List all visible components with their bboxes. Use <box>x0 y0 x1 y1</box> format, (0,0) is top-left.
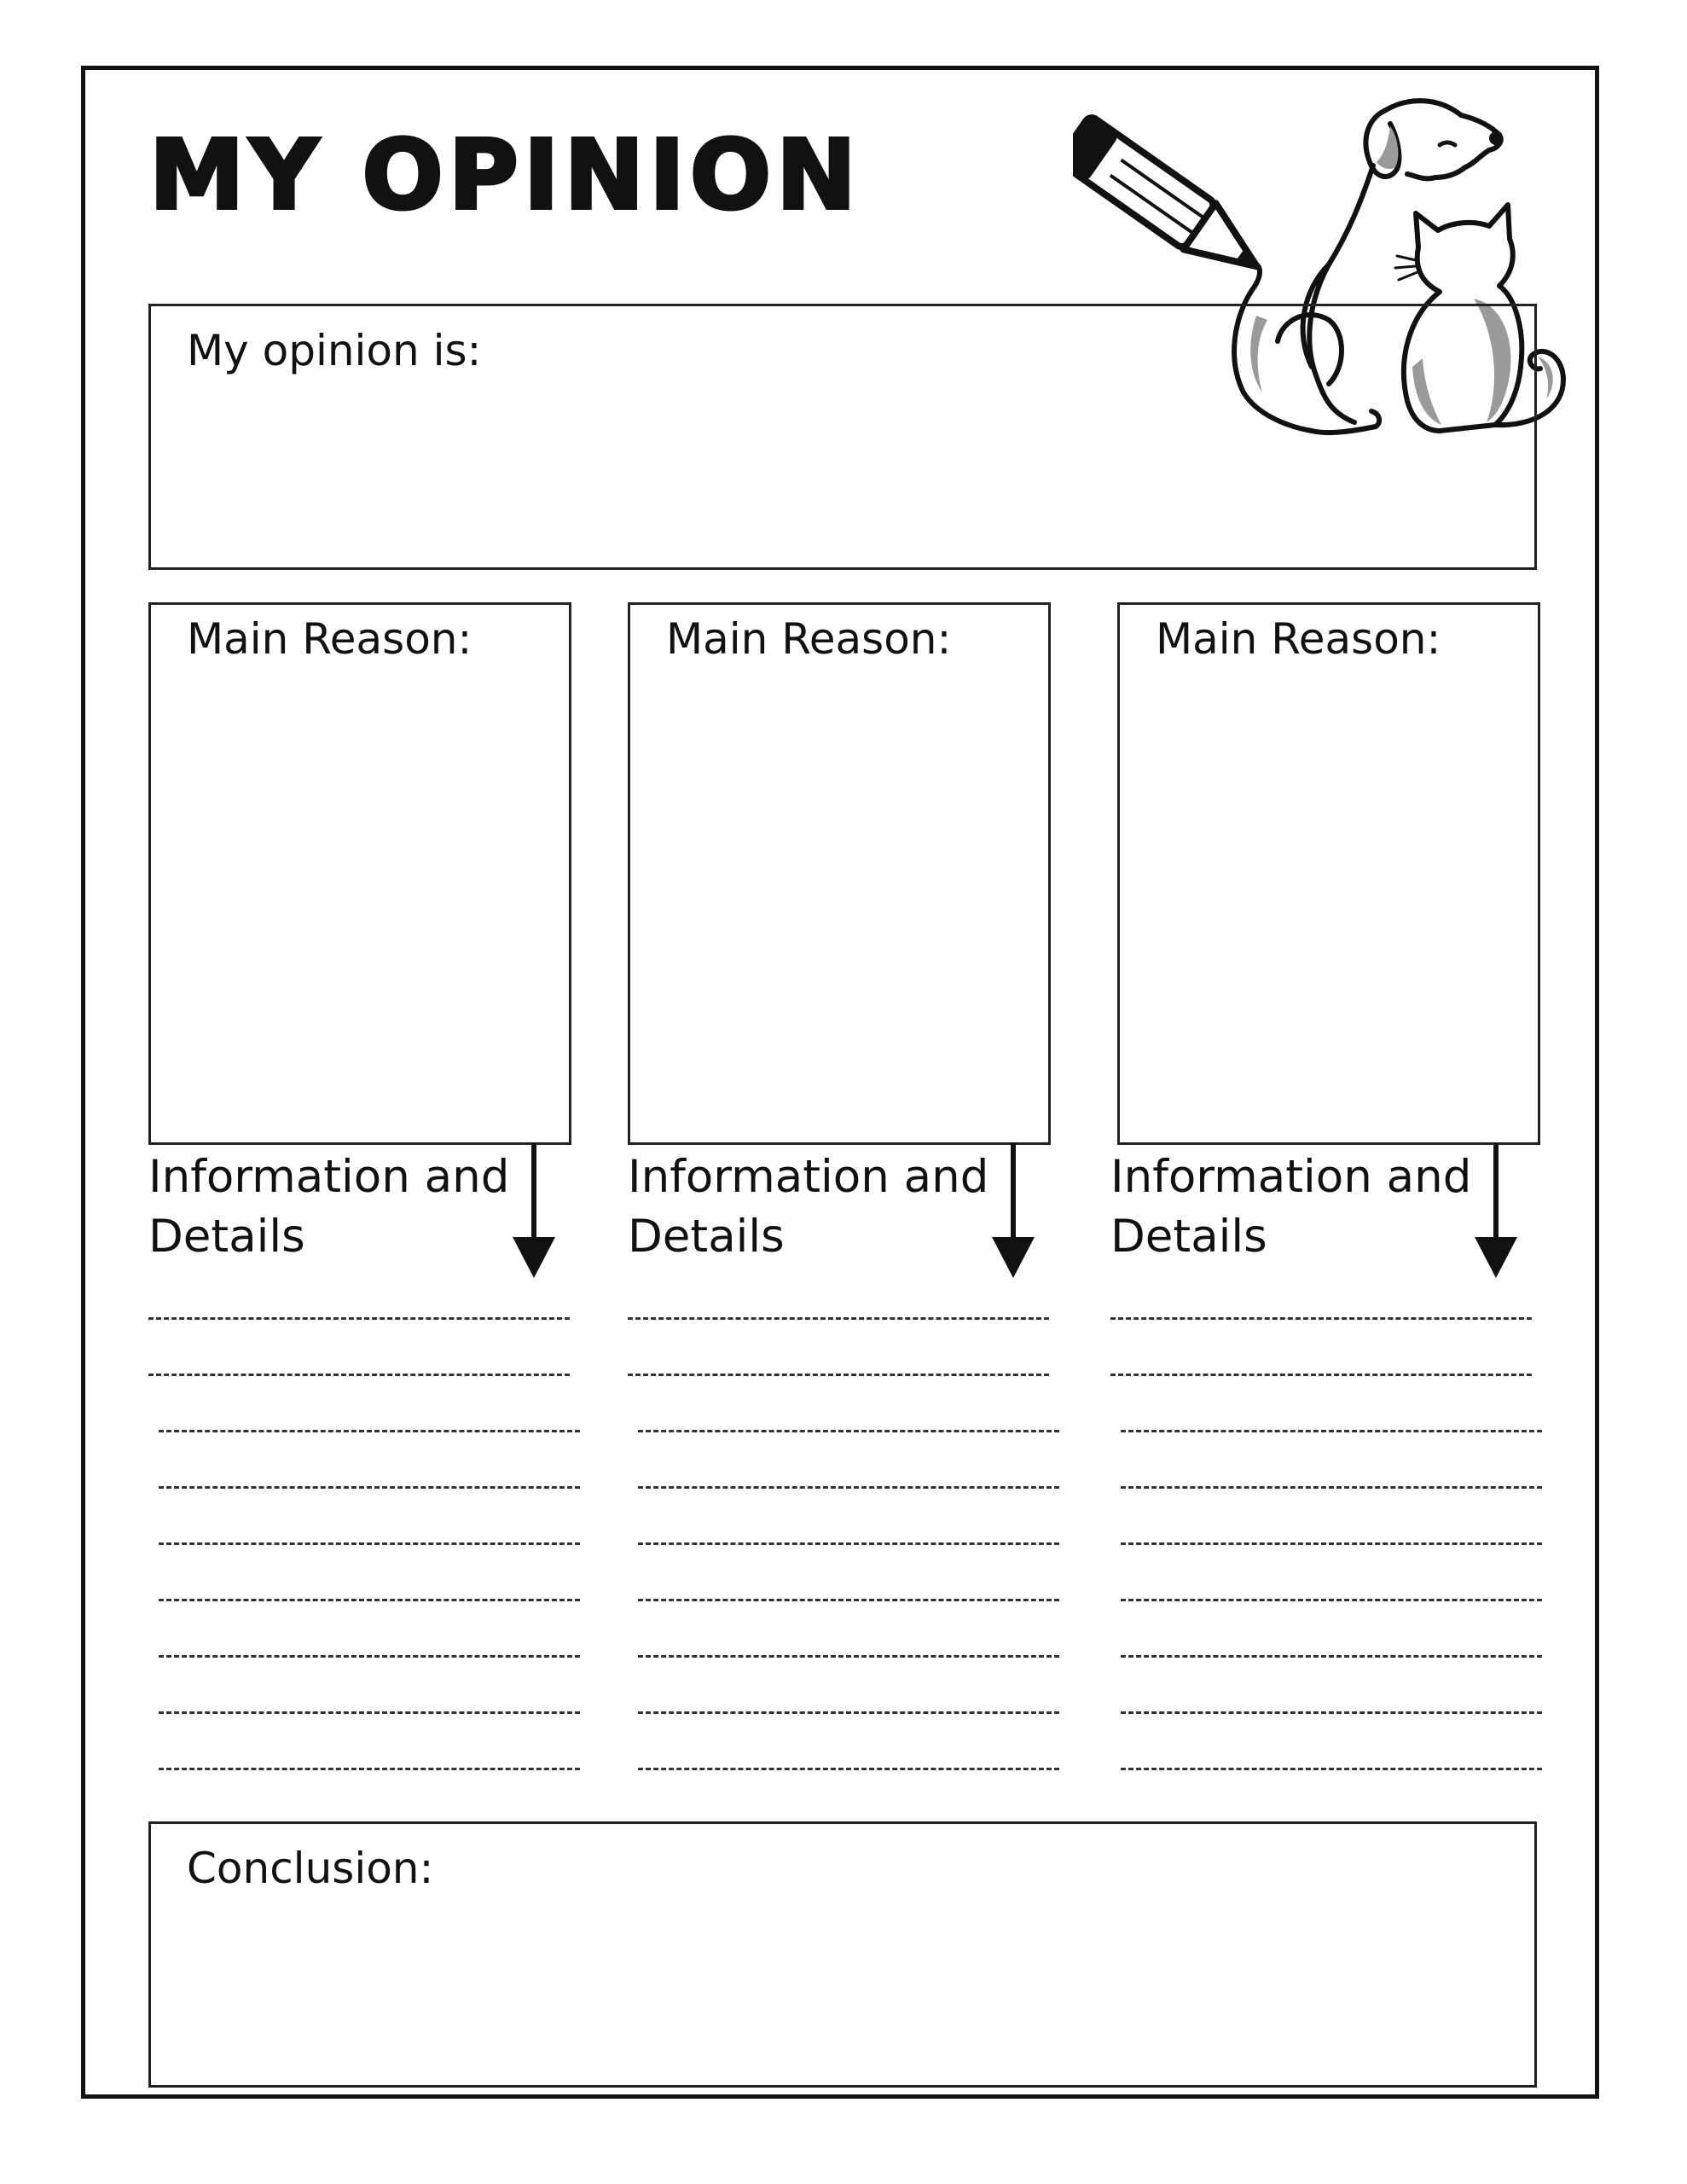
writing-line[interactable] <box>159 1599 580 1601</box>
arrow-down-icon <box>1475 1143 1517 1280</box>
writing-line[interactable] <box>638 1542 1059 1545</box>
writing-line[interactable] <box>1110 1374 1532 1376</box>
writing-line[interactable] <box>159 1655 580 1658</box>
writing-line[interactable] <box>159 1542 580 1545</box>
writing-line[interactable] <box>159 1768 580 1770</box>
writing-line[interactable] <box>1121 1599 1542 1601</box>
pencil-icon <box>1073 115 1273 289</box>
writing-line[interactable] <box>159 1430 580 1432</box>
writing-line[interactable] <box>628 1317 1049 1320</box>
main-reason-box-1[interactable] <box>148 602 571 1145</box>
main-reason-write-area-3[interactable] <box>1120 605 1538 1142</box>
writing-line[interactable] <box>1121 1768 1542 1770</box>
conclusion-write-area[interactable] <box>151 1824 1534 2085</box>
main-reason-box-3[interactable] <box>1117 602 1540 1145</box>
writing-line[interactable] <box>1121 1542 1542 1545</box>
writing-line[interactable] <box>1121 1655 1542 1658</box>
main-reason-write-area-2[interactable] <box>630 605 1048 1142</box>
writing-line[interactable] <box>159 1486 580 1489</box>
writing-line[interactable] <box>148 1317 570 1320</box>
opinion-write-area[interactable] <box>151 306 1534 567</box>
writing-line[interactable] <box>638 1711 1059 1714</box>
conclusion-label: Conclusion: <box>187 1844 434 1893</box>
details-line1-3: Information and <box>1110 1151 1472 1203</box>
details-line1-2: Information and <box>628 1151 989 1203</box>
details-label-2 <box>628 1147 988 1267</box>
writing-line[interactable] <box>148 1374 570 1376</box>
opinion-label: My opinion is: <box>187 326 482 375</box>
main-reason-label-2: Main Reason: <box>666 614 952 664</box>
writing-line[interactable] <box>1121 1711 1542 1714</box>
arrow-down-icon <box>992 1143 1035 1280</box>
main-reason-box-2[interactable] <box>628 602 1051 1145</box>
opinion-box[interactable] <box>148 304 1537 570</box>
main-reason-label-3: Main Reason: <box>1156 614 1441 664</box>
details-line2-1: Details <box>148 1211 305 1263</box>
conclusion-box[interactable] <box>148 1821 1537 2088</box>
details-label-1 <box>148 1147 509 1267</box>
details-line2-2: Details <box>628 1211 785 1263</box>
writing-line[interactable] <box>638 1430 1059 1432</box>
writing-line[interactable] <box>159 1711 580 1714</box>
details-line2-3: Details <box>1110 1211 1267 1263</box>
page-title: MY OPINION <box>149 120 861 231</box>
writing-line[interactable] <box>638 1655 1059 1658</box>
writing-line[interactable] <box>628 1374 1049 1376</box>
writing-line[interactable] <box>638 1768 1059 1770</box>
writing-line[interactable] <box>638 1599 1059 1601</box>
arrow-down-icon <box>513 1143 555 1280</box>
writing-line[interactable] <box>1121 1486 1542 1489</box>
writing-line[interactable] <box>1121 1430 1542 1432</box>
main-reason-write-area-1[interactable] <box>151 605 569 1142</box>
details-label-3 <box>1110 1147 1471 1267</box>
details-line1-1: Information and <box>148 1151 510 1203</box>
main-reason-label-1: Main Reason: <box>187 614 472 664</box>
writing-line[interactable] <box>1110 1317 1532 1320</box>
writing-line[interactable] <box>638 1486 1059 1489</box>
